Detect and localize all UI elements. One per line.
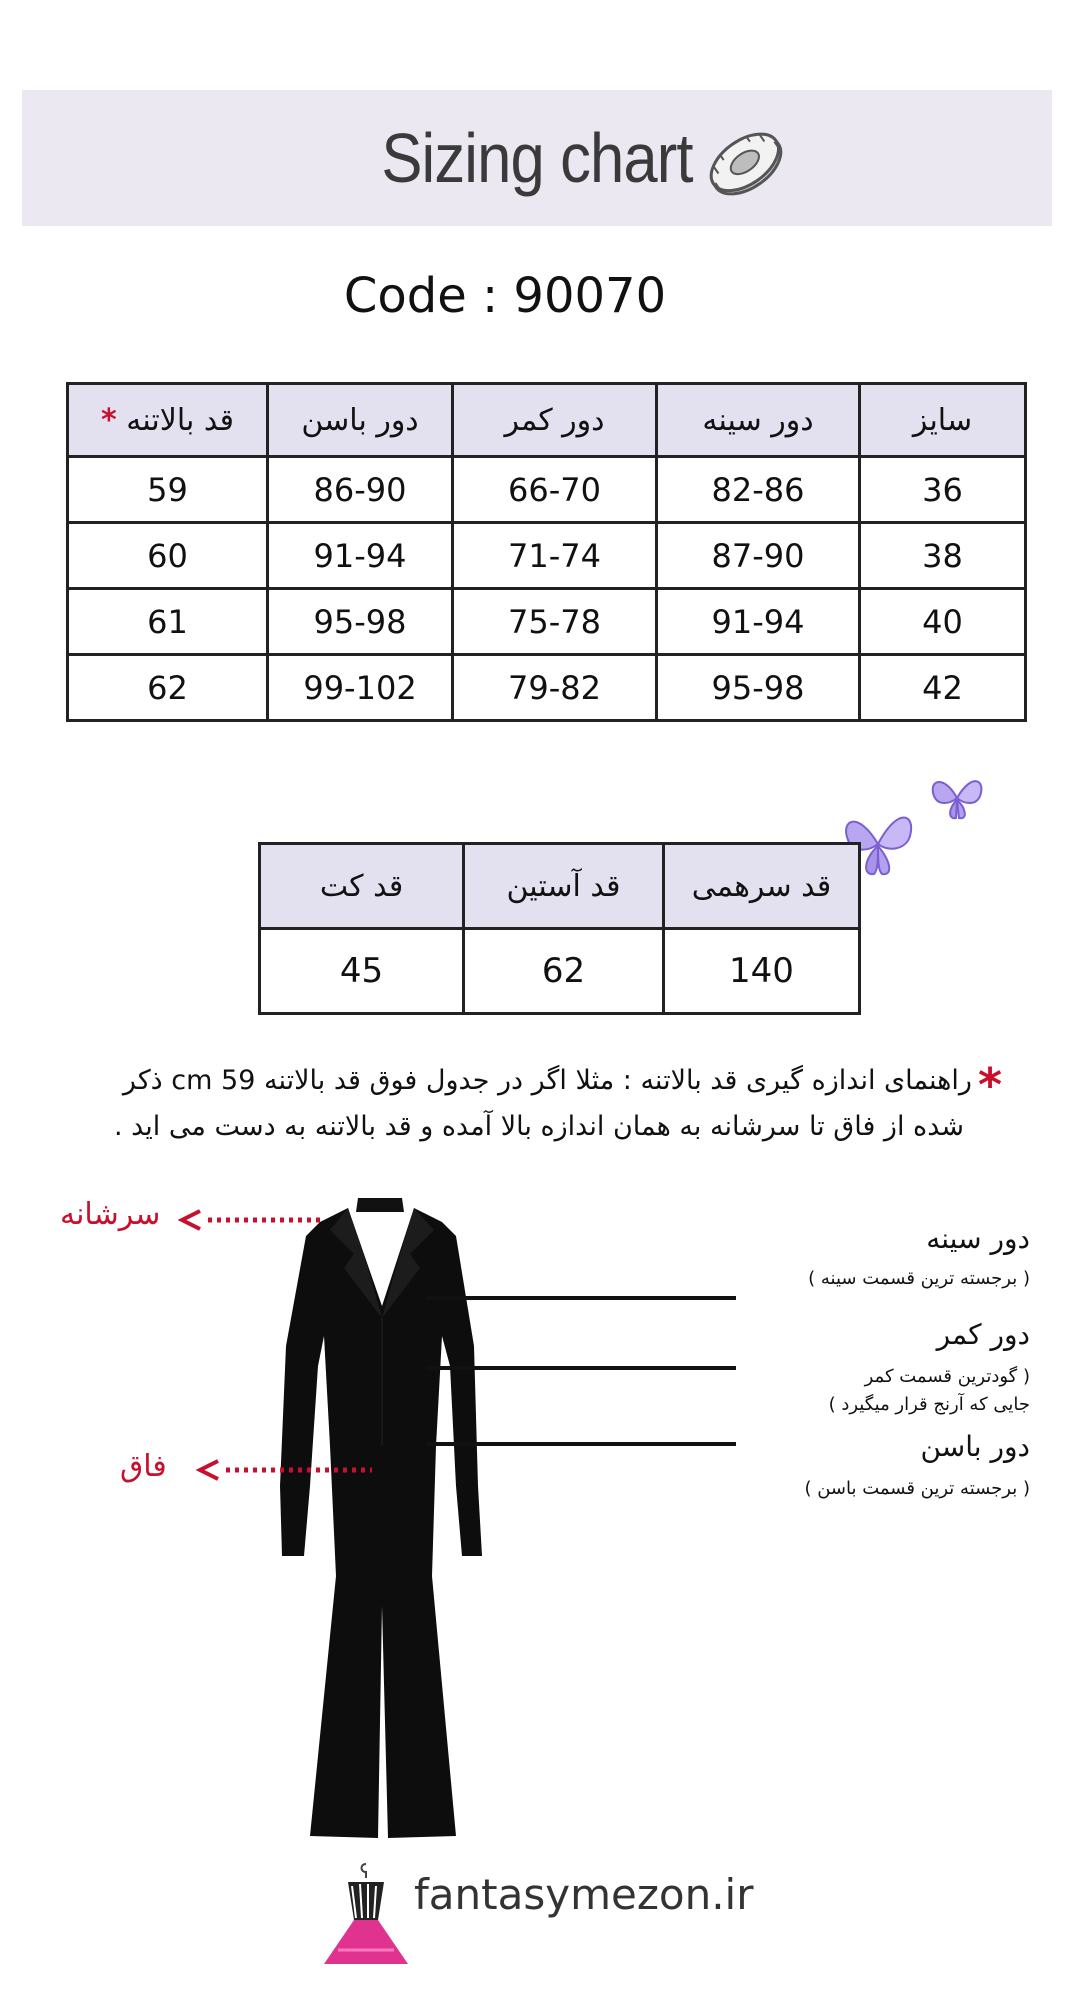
cell-torso-length: 61 — [68, 589, 268, 655]
cell-jumpsuit-length: 140 — [664, 929, 860, 1014]
table-row — [68, 589, 1026, 655]
cell-size: 36 — [860, 457, 1026, 523]
waist-line — [426, 1366, 736, 1370]
cell-hip: 95-98 — [268, 589, 453, 655]
length-table-header — [260, 844, 860, 929]
cell-hip: 91-94 — [268, 523, 453, 589]
asterisk-marker: * — [101, 402, 117, 438]
jumpsuit-illustration — [270, 1196, 490, 1846]
measurement-note — [50, 1060, 1002, 1148]
dress-hanger-logo-icon — [318, 1860, 414, 1970]
page-title: Sizing chart — [381, 119, 693, 197]
cell-size: 42 — [860, 655, 1026, 721]
cell-chest: 82-86 — [657, 457, 860, 523]
note-asterisk: * — [977, 1058, 1002, 1112]
cell-chest: 95-98 — [657, 655, 860, 721]
header-size: سایز — [860, 384, 1026, 457]
cell-waist: 75-78 — [453, 589, 657, 655]
waist-title: دور کمر — [936, 1318, 1030, 1351]
crotch-arrow — [196, 1458, 376, 1482]
note-line-1 — [50, 1058, 1002, 1112]
cell-sleeve-length: 62 — [464, 929, 664, 1014]
cell-chest: 87-90 — [657, 523, 860, 589]
cell-hip: 86-90 — [268, 457, 453, 523]
site-url: fantasymezon.ir — [414, 1870, 754, 1919]
cell-torso-length: 59 — [68, 457, 268, 523]
cell-size: 40 — [860, 589, 1026, 655]
waist-desc-2: جایی که آرنج قرار میگیرد ) — [828, 1394, 1030, 1415]
header-sleeve-length: قد آستین — [464, 844, 664, 929]
table-row — [68, 457, 1026, 523]
hip-title: دور باسن — [920, 1430, 1030, 1463]
measuring-tape-icon — [700, 118, 792, 210]
header-waist: دور کمر — [453, 384, 657, 457]
chest-line — [426, 1296, 736, 1300]
cell-size: 38 — [860, 523, 1026, 589]
waist-desc-1: ( گودترین قسمت کمر — [864, 1366, 1030, 1387]
chest-title: دور سینه — [926, 1222, 1030, 1255]
cell-torso-length: 60 — [68, 523, 268, 589]
cell-torso-length: 62 — [68, 655, 268, 721]
table-row — [260, 929, 860, 1014]
shoulder-arrow — [178, 1208, 328, 1232]
cell-jacket-length: 45 — [260, 929, 464, 1014]
header-hip: دور باسن — [268, 384, 453, 457]
header-torso-length — [68, 384, 268, 457]
header-jumpsuit-length: قد سرهمی — [664, 844, 860, 929]
header-jacket-length: قد کت — [260, 844, 464, 929]
crotch-label: فاق — [120, 1449, 167, 1484]
header-band — [22, 90, 1052, 226]
cell-waist: 79-82 — [453, 655, 657, 721]
butterfly-icon — [926, 768, 988, 826]
torso-length-label: قد بالاتنه — [126, 402, 234, 438]
hip-desc: ( برجسته ترین قسمت باسن ) — [804, 1478, 1030, 1499]
cell-hip: 99-102 — [268, 655, 453, 721]
cell-chest: 91-94 — [657, 589, 860, 655]
table-row — [68, 655, 1026, 721]
size-table — [66, 382, 1027, 722]
product-code: Code : 90070 — [343, 268, 667, 324]
note-text-1: راهنمای اندازه گیری قد بالاتنه : مثلا اگر در جدول فوق قد بالاتنه 59 cm ذکر — [122, 1065, 972, 1096]
header-chest: دور سینه — [657, 384, 860, 457]
cell-waist: 71-74 — [453, 523, 657, 589]
table-row — [68, 523, 1026, 589]
chest-desc: ( برجسته ترین قسمت سینه ) — [808, 1268, 1030, 1289]
length-table — [258, 842, 861, 1015]
shoulder-label: سرشانه — [60, 1197, 161, 1232]
note-text-2: شده از فاق تا سرشانه به همان اندازه بالا آمده و قد بالاتنه به دست می اید . — [113, 1111, 964, 1142]
size-table-header — [68, 384, 1026, 457]
hip-line — [426, 1442, 736, 1446]
cell-waist: 66-70 — [453, 457, 657, 523]
